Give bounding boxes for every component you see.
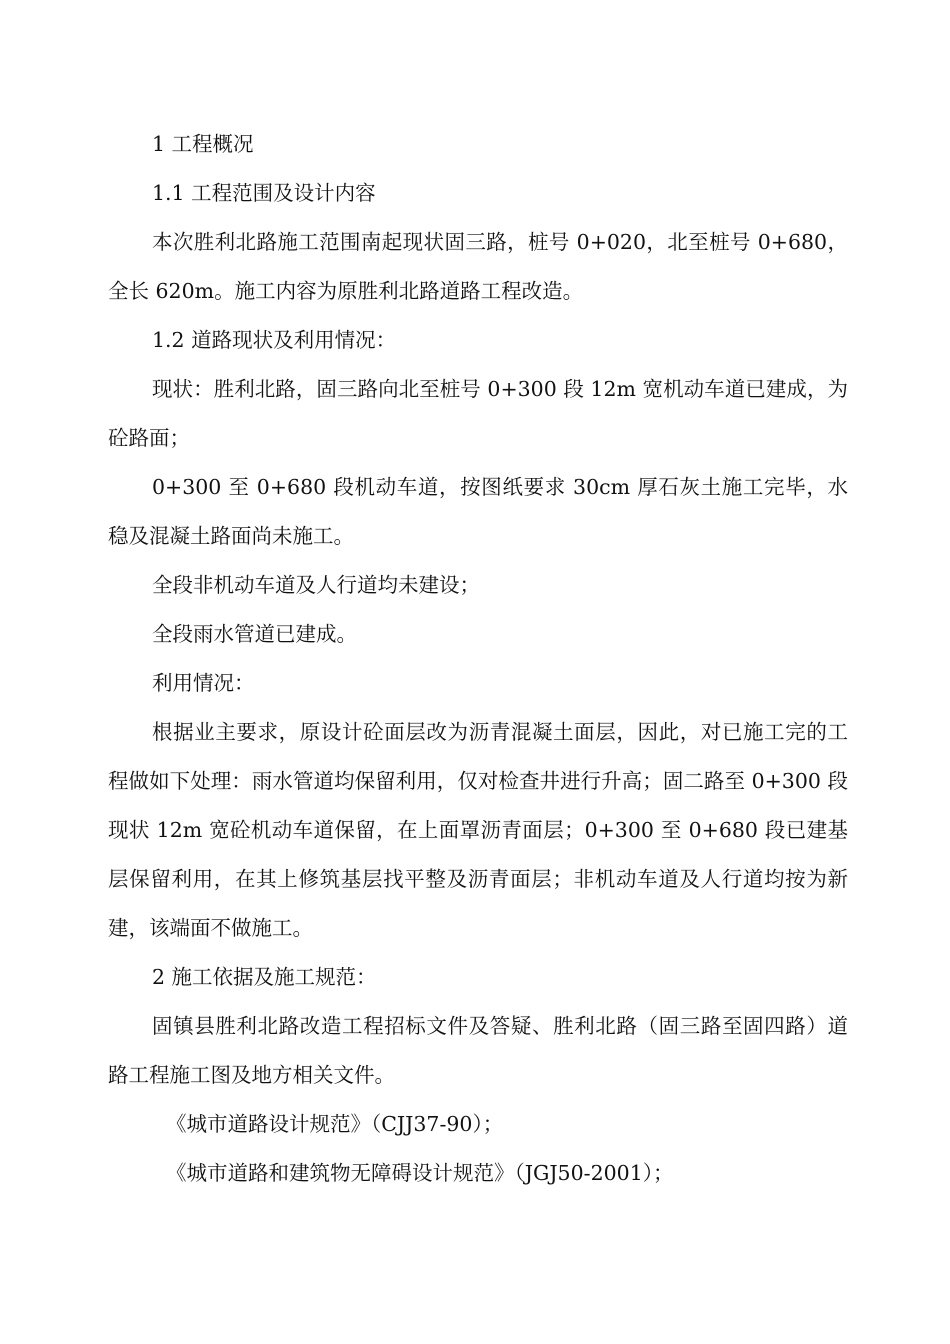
reference-item: 《城市道路设计规范》（CJJ37-90）； bbox=[166, 1112, 504, 1136]
section-heading: 1 工程概况 bbox=[152, 132, 254, 156]
body-paragraph: 全段雨水管道已建成。 bbox=[152, 622, 357, 646]
body-paragraph: 根据业主要求，原设计砼面层改为沥青混凝土面层，因此，对已施工完的工程做如下处理：雨水管道均保留利用，仅对检查井进行升高；固二路至 0+300 段现状 12m 宽砼机动车道保留，在上面罩沥青面层；0+300 至 0+680 段已建基层保留利用，在其上修筑基层找平整及沥青面层；非机动车道及人行道均按为新建，该端面不做施工。 bbox=[108, 720, 848, 940]
body-paragraph: 固镇县胜利北路改造工程招标文件及答疑、胜利北路（固三路至固四路）道路工程施工图及地方相关文件。 bbox=[108, 1014, 848, 1087]
document-body bbox=[108, 120, 848, 1198]
reference-item: 《城市道路和建筑物无障碍设计规范》（JGJ50-2001）； bbox=[166, 1161, 674, 1185]
section-heading: 2 施工依据及施工规范： bbox=[152, 965, 377, 989]
body-paragraph: 0+300 至 0+680 段机动车道，按图纸要求 30cm 厚石灰土施工完毕，水稳及混凝土路面尚未施工。 bbox=[108, 475, 848, 548]
body-paragraph: 现状：胜利北路，固三路向北至桩号 0+300 段 12m 宽机动车道已建成，为砼路面； bbox=[108, 377, 848, 450]
subsection-heading: 1.1 工程范围及设计内容 bbox=[152, 181, 376, 205]
body-paragraph: 全段非机动车道及人行道均未建设； bbox=[152, 573, 480, 597]
body-paragraph: 本次胜利北路施工范围南起现状固三路，桩号 0+020，北至桩号 0+680，全长 620m。施工内容为原胜利北路道路工程改造。 bbox=[108, 230, 848, 303]
body-paragraph: 利用情况： bbox=[152, 671, 255, 695]
subsection-heading: 1.2 道路现状及利用情况： bbox=[152, 328, 397, 352]
